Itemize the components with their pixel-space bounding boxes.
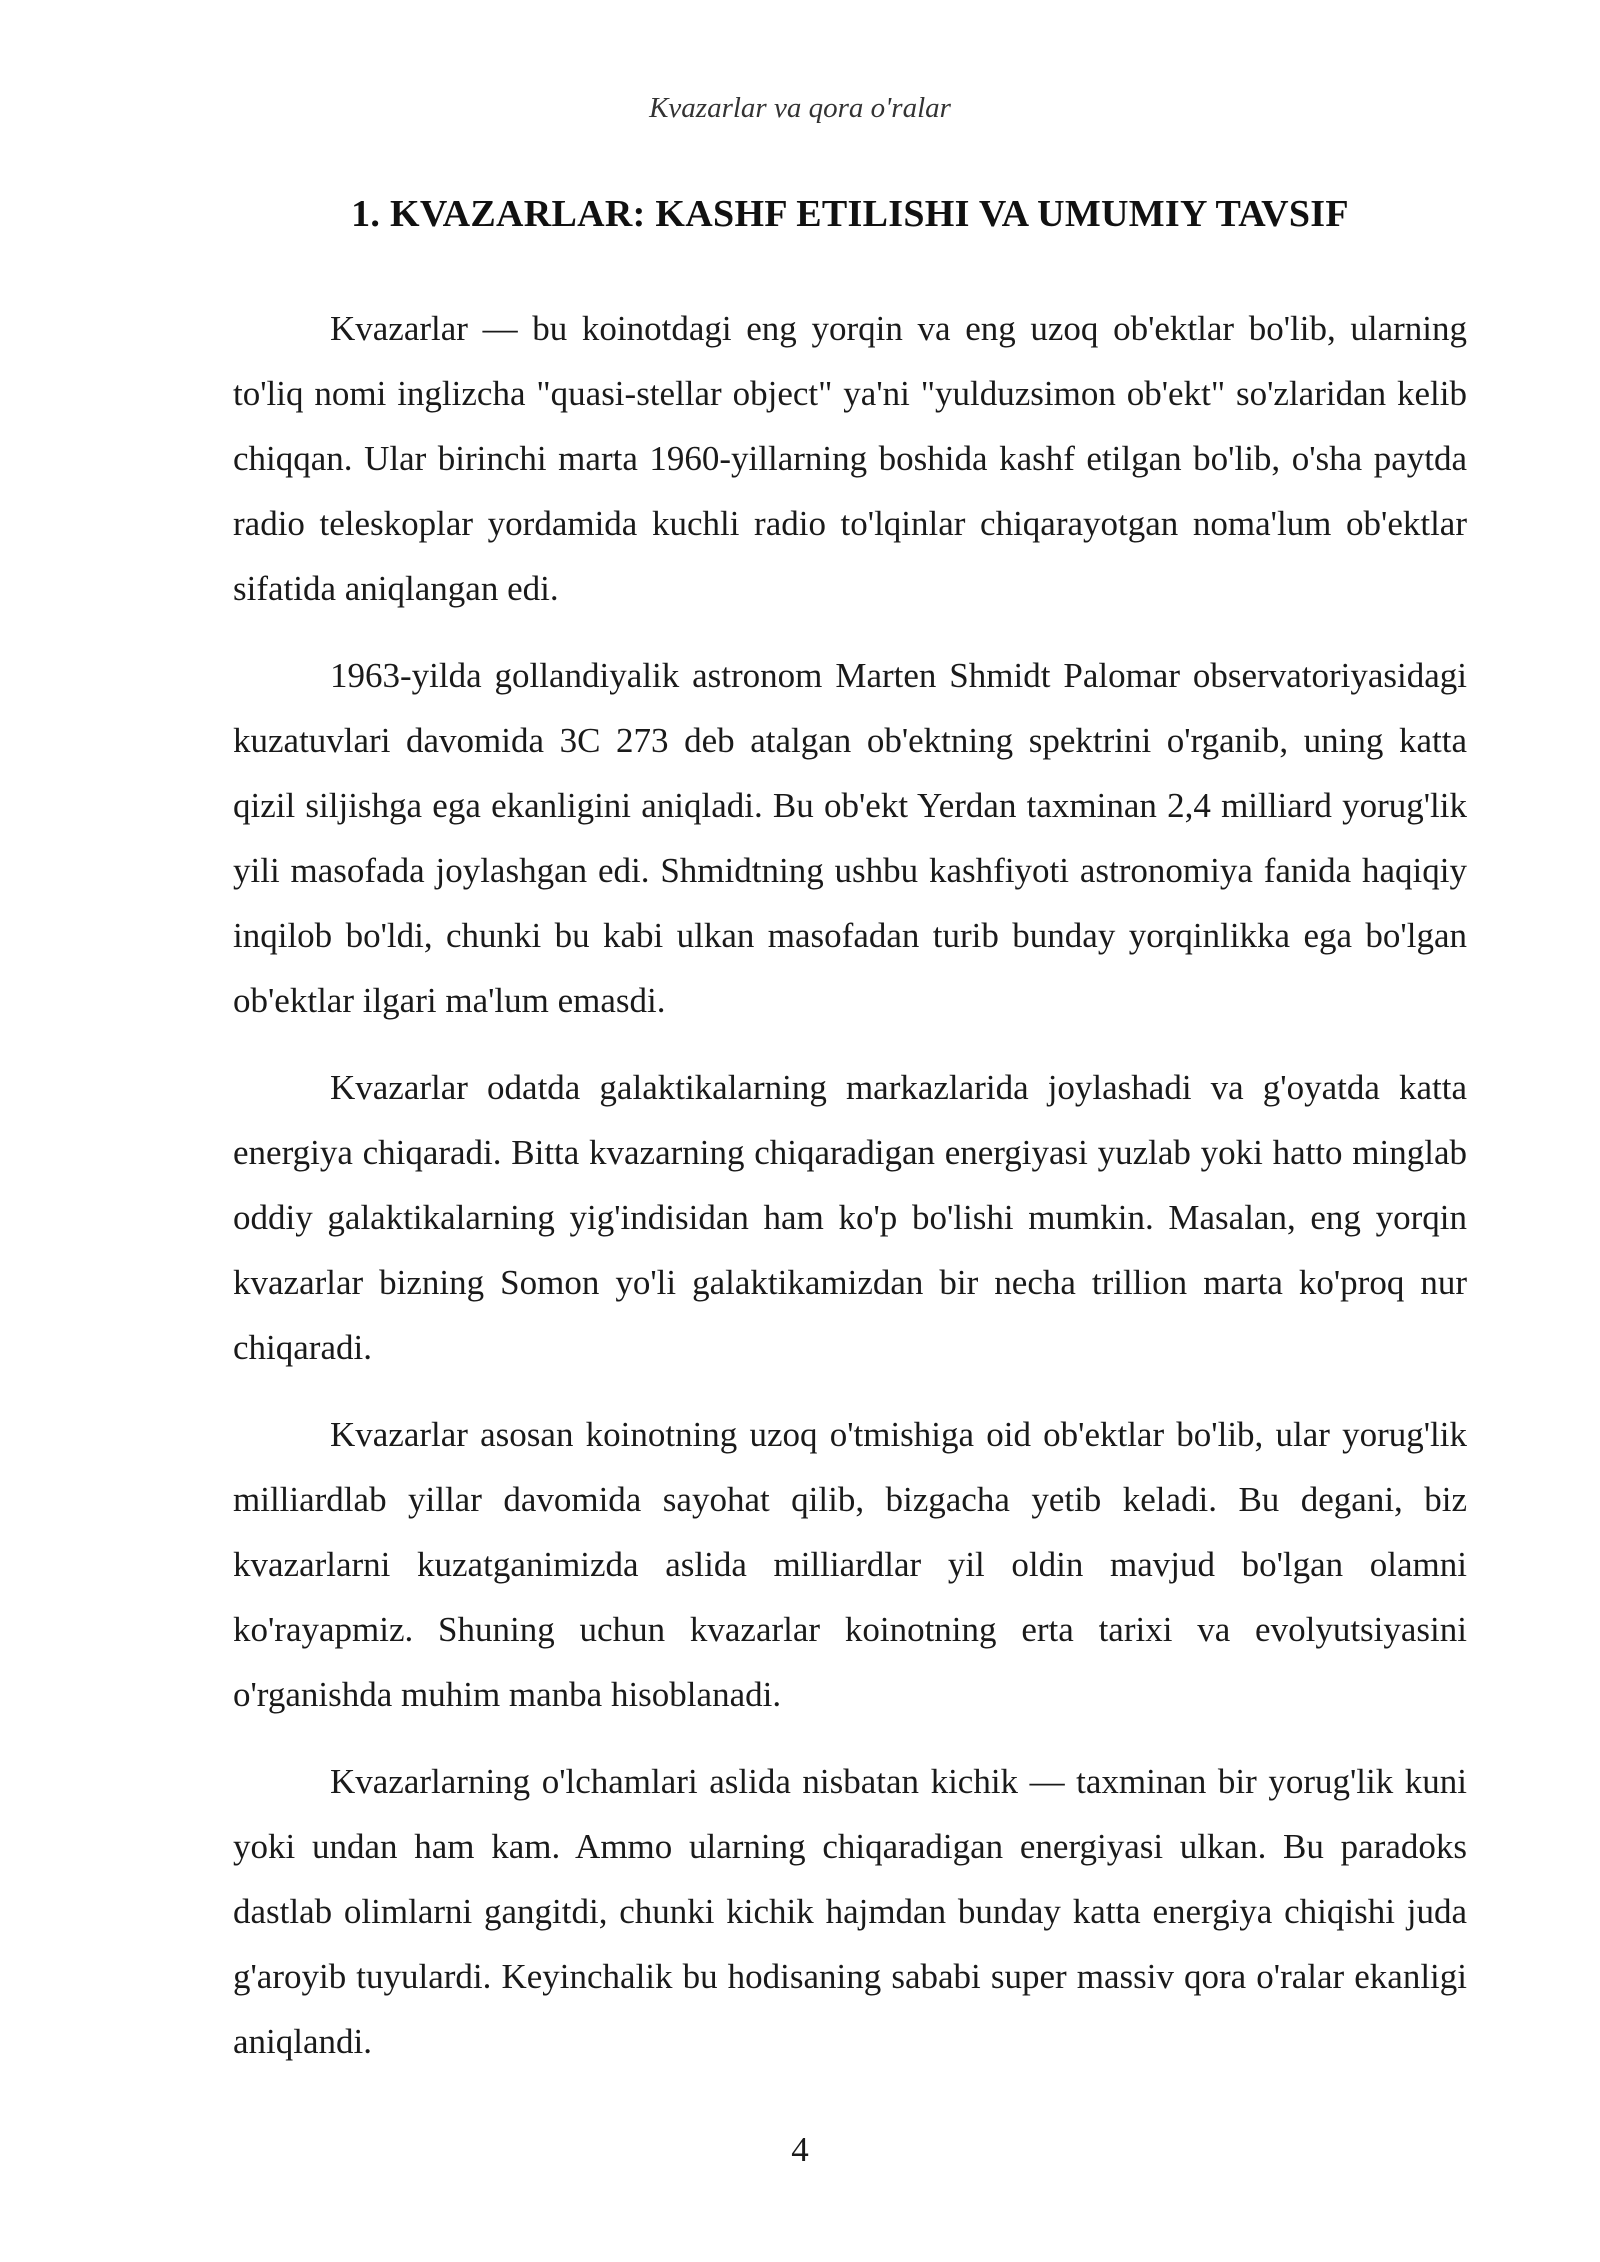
paragraph-5: Kvazarlarning o'lchamlari aslida nisbatan kichik — taxminan bir yorug'lik kuni yoki undan ham kam. Ammo ularning chiqaradigan energiyasi ulkan. Bu paradoks dastlab olimlarni gangitdi, chunki kichik hajmdan bunday katta energiya chiqishi juda g'aroyib tuyulardi. Keyinchalik bu hodisaning sababi super massiv qora o'ralar ekanligi aniqlandi. <box>233 1762 1467 2061</box>
paragraph-1: Kvazarlar — bu koinotdagi eng yorqin va eng uzoq ob'ektlar bo'lib, ularning to'liq nomi inglizcha "quasi-stellar object" ya'ni "yulduzsimon ob'ekt" so'zlaridan kelib chiqqan. Ular birinchi marta 1960-yillarning boshida kashf etilgan bo'lib, o'sha paytda radio teleskoplar yordamida kuchli radio to'lqinlar chiqarayotgan noma'lum ob'ektlar sifatida aniqlangan edi. <box>233 309 1467 608</box>
section-title: 1. KVAZARLAR: KASHF ETILISHI VA UMUMIY TAVSIF <box>351 193 1349 235</box>
body-text <box>233 296 1467 2096</box>
paragraph-4: Kvazarlar asosan koinotning uzoq o'tmishiga oid ob'ektlar bo'lib, ular yorug'lik milliardlab yillar davomida sayohat qilib, bizgacha yetib keladi. Bu degani, biz kvazarlarni kuzatganimizda aslida milliardlar yil oldin mavjud bo'lgan olamni ko'rayapmiz. Shuning uchun kvazarlar koinotning erta tarixi va evolyutsiyasini o'rganishda muhim manba hisoblanadi. <box>233 1415 1467 1714</box>
running-header: Kvazarlar va qora o'ralar <box>649 92 951 124</box>
paragraph-3: Kvazarlar odatda galaktikalarning markazlarida joylashadi va g'oyatda katta energiya chiqaradi. Bitta kvazarning chiqaradigan energiyasi yuzlab yoki hatto minglab oddiy galaktikalarning yig'indisidan ham ko'p bo'lishi mumkin. Masalan, eng yorqin kvazarlar bizning Somon yo'li galaktikamizdan bir necha trillion marta ko'proq nur chiqaradi. <box>233 1068 1467 1367</box>
paragraph-2: 1963-yilda gollandiyalik astronom Marten Shmidt Palomar observatoriyasidagi kuzatuvlari davomida 3C 273 deb atalgan ob'ektning spektrini o'rganib, uning katta qizil siljishga ega ekanligini aniqladi. Bu ob'ekt Yerdan taxminan 2,4 milliard yorug'lik yili masofada joylashgan edi. Shmidtning ushbu kashfiyoti astronomiya fanida haqiqiy inqilob bo'ldi, chunki bu kabi ulkan masofadan turib bunday yorqinlikka ega bo'lgan ob'ektlar ilgari ma'lum emasdi. <box>233 656 1467 1020</box>
page-number: 4 <box>791 2130 809 2169</box>
